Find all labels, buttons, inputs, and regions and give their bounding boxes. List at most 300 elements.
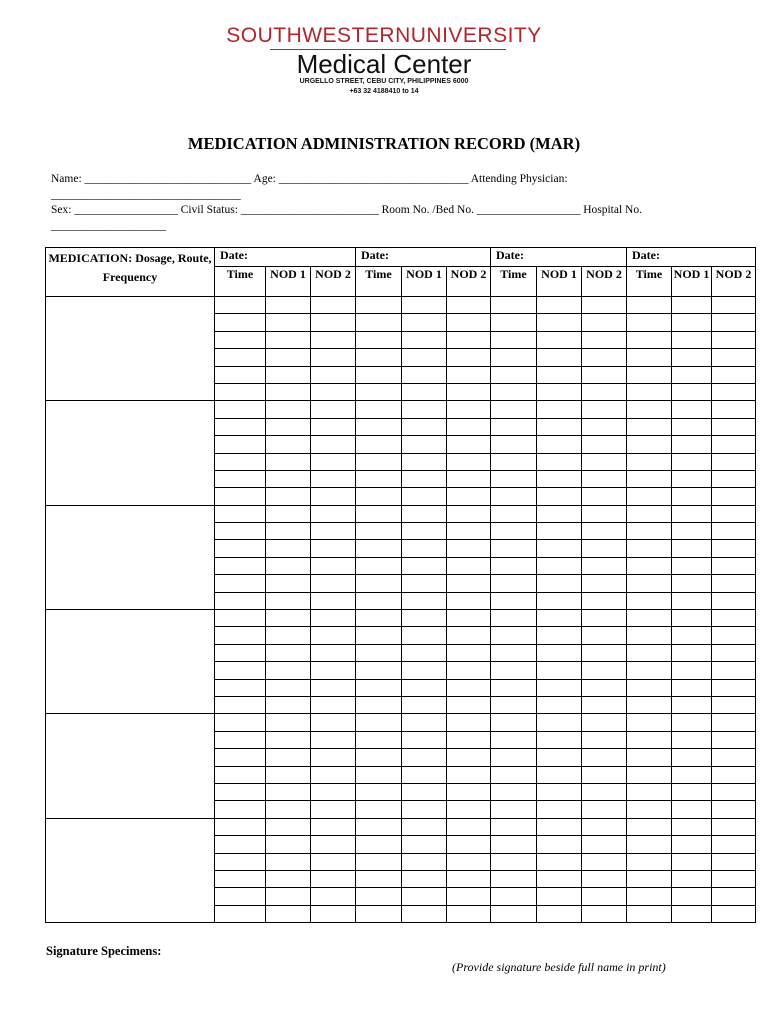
time-cell[interactable] [356,470,402,487]
patient-info-line-1[interactable]: Name: _____________________________ Age: _________________________________ Attending Physician: [51,173,568,185]
time-cell[interactable] [491,749,537,766]
nod2-cell[interactable] [311,540,356,557]
time-cell[interactable] [491,610,537,627]
nod2-cell[interactable] [311,679,356,696]
nod2-cell[interactable] [447,905,491,922]
nod1-cell[interactable] [266,610,311,627]
time-cell[interactable] [491,644,537,661]
time-cell[interactable] [627,331,672,348]
time-cell[interactable] [627,488,672,505]
nod2-cell[interactable] [311,436,356,453]
time-cell[interactable] [627,610,672,627]
time-cell[interactable] [627,383,672,400]
nod2-cell[interactable] [311,731,356,748]
nod2-cell[interactable] [712,436,756,453]
nod2-cell[interactable] [582,836,627,853]
nod2-cell[interactable] [582,749,627,766]
medication-entry-cell[interactable] [46,297,215,401]
nod1-cell[interactable] [672,853,712,870]
time-cell[interactable] [215,714,266,731]
nod1-cell[interactable] [672,592,712,609]
nod2-cell[interactable] [712,401,756,418]
medication-entry-cell[interactable] [46,818,215,922]
time-cell[interactable] [215,627,266,644]
nod2-cell[interactable] [447,870,491,887]
nod2-cell[interactable] [447,783,491,800]
time-cell[interactable] [491,575,537,592]
time-cell[interactable] [215,836,266,853]
nod1-cell[interactable] [266,662,311,679]
nod2-cell[interactable] [311,383,356,400]
nod2-cell[interactable] [311,488,356,505]
nod2-cell[interactable] [311,418,356,435]
patient-info-line-2[interactable]: _________________________________ [51,189,241,201]
time-cell[interactable] [627,401,672,418]
time-cell[interactable] [627,505,672,522]
nod2-cell[interactable] [712,679,756,696]
nod2-cell[interactable] [712,470,756,487]
time-cell[interactable] [491,714,537,731]
nod1-cell[interactable] [672,436,712,453]
nod2-cell[interactable] [712,610,756,627]
nod2-cell[interactable] [447,349,491,366]
nod2-cell[interactable] [582,297,627,314]
nod2-cell[interactable] [311,314,356,331]
nod2-cell[interactable] [447,470,491,487]
time-cell[interactable] [627,644,672,661]
nod1-cell[interactable] [537,888,582,905]
nod2-cell[interactable] [311,592,356,609]
nod1-cell[interactable] [672,383,712,400]
nod1-cell[interactable] [672,731,712,748]
nod2-cell[interactable] [311,470,356,487]
nod1-cell[interactable] [537,836,582,853]
time-cell[interactable] [215,801,266,818]
nod2-cell[interactable] [447,331,491,348]
nod2-cell[interactable] [447,540,491,557]
nod2-cell[interactable] [582,557,627,574]
nod1-cell[interactable] [266,731,311,748]
nod2-cell[interactable] [311,905,356,922]
nod1-cell[interactable] [672,331,712,348]
nod1-cell[interactable] [537,610,582,627]
nod2-cell[interactable] [582,418,627,435]
nod1-cell[interactable] [537,488,582,505]
time-cell[interactable] [215,557,266,574]
nod1-cell[interactable] [266,801,311,818]
time-cell[interactable] [627,888,672,905]
nod1-cell[interactable] [537,749,582,766]
time-cell[interactable] [627,470,672,487]
nod1-cell[interactable] [266,418,311,435]
nod1-cell[interactable] [266,470,311,487]
time-cell[interactable] [491,801,537,818]
nod1-cell[interactable] [537,557,582,574]
nod1-cell[interactable] [402,488,447,505]
nod2-cell[interactable] [447,297,491,314]
nod2-cell[interactable] [582,401,627,418]
nod2-cell[interactable] [582,644,627,661]
nod1-cell[interactable] [402,714,447,731]
time-cell[interactable] [627,314,672,331]
nod1-cell[interactable] [402,627,447,644]
nod1-cell[interactable] [402,766,447,783]
time-cell[interactable] [491,470,537,487]
nod1-cell[interactable] [402,679,447,696]
nod2-cell[interactable] [311,644,356,661]
nod1-cell[interactable] [672,540,712,557]
nod1-cell[interactable] [266,749,311,766]
nod1-cell[interactable] [402,888,447,905]
time-cell[interactable] [356,731,402,748]
medication-entry-cell[interactable] [46,401,215,505]
nod1-cell[interactable] [402,540,447,557]
nod2-cell[interactable] [712,731,756,748]
nod1-cell[interactable] [537,818,582,835]
nod1-cell[interactable] [537,592,582,609]
time-cell[interactable] [491,349,537,366]
nod2-cell[interactable] [582,853,627,870]
nod1-cell[interactable] [402,436,447,453]
nod2-cell[interactable] [712,349,756,366]
nod1-cell[interactable] [402,610,447,627]
time-cell[interactable] [627,662,672,679]
nod1-cell[interactable] [672,662,712,679]
time-cell[interactable] [491,418,537,435]
nod2-cell[interactable] [311,853,356,870]
nod2-cell[interactable] [447,505,491,522]
nod2-cell[interactable] [311,331,356,348]
nod2-cell[interactable] [447,801,491,818]
nod1-cell[interactable] [672,714,712,731]
time-cell[interactable] [627,366,672,383]
nod1-cell[interactable] [537,905,582,922]
nod2-cell[interactable] [447,436,491,453]
nod1-cell[interactable] [672,888,712,905]
time-cell[interactable] [356,401,402,418]
time-cell[interactable] [491,679,537,696]
nod2-cell[interactable] [447,749,491,766]
nod1-cell[interactable] [537,679,582,696]
nod2-cell[interactable] [447,575,491,592]
time-cell[interactable] [215,297,266,314]
time-cell[interactable] [627,540,672,557]
nod2-cell[interactable] [311,870,356,887]
time-cell[interactable] [356,749,402,766]
patient-info-line-3[interactable]: Sex: __________________ Civil Status: ________________________ Room No. /Bed No. __________________ Hospital No. [51,204,642,216]
time-cell[interactable] [356,853,402,870]
time-cell[interactable] [356,644,402,661]
nod2-cell[interactable] [311,836,356,853]
nod1-cell[interactable] [672,644,712,661]
nod1-cell[interactable] [402,453,447,470]
nod2-cell[interactable] [582,453,627,470]
nod2-cell[interactable] [311,783,356,800]
nod2-cell[interactable] [582,818,627,835]
nod1-cell[interactable] [266,905,311,922]
nod1-cell[interactable] [266,644,311,661]
nod2-cell[interactable] [712,818,756,835]
time-cell[interactable] [491,818,537,835]
time-cell[interactable] [491,853,537,870]
nod2-cell[interactable] [712,575,756,592]
nod1-cell[interactable] [672,575,712,592]
nod2-cell[interactable] [712,557,756,574]
nod1-cell[interactable] [537,696,582,713]
nod2-cell[interactable] [582,314,627,331]
nod1-cell[interactable] [266,783,311,800]
time-cell[interactable] [215,662,266,679]
nod2-cell[interactable] [447,888,491,905]
nod1-cell[interactable] [672,349,712,366]
nod2-cell[interactable] [582,662,627,679]
nod2-cell[interactable] [582,488,627,505]
nod1-cell[interactable] [537,505,582,522]
nod2-cell[interactable] [311,749,356,766]
nod2-cell[interactable] [311,888,356,905]
nod1-cell[interactable] [672,696,712,713]
time-cell[interactable] [627,592,672,609]
nod1-cell[interactable] [266,297,311,314]
time-cell[interactable] [627,731,672,748]
time-cell[interactable] [491,783,537,800]
nod2-cell[interactable] [712,383,756,400]
time-cell[interactable] [215,905,266,922]
nod2-cell[interactable] [447,453,491,470]
time-cell[interactable] [491,366,537,383]
nod2-cell[interactable] [712,644,756,661]
nod1-cell[interactable] [266,870,311,887]
time-cell[interactable] [627,349,672,366]
nod2-cell[interactable] [311,505,356,522]
time-cell[interactable] [491,401,537,418]
time-cell[interactable] [491,592,537,609]
nod1-cell[interactable] [266,436,311,453]
time-cell[interactable] [215,418,266,435]
time-cell[interactable] [627,766,672,783]
nod1-cell[interactable] [537,575,582,592]
time-cell[interactable] [491,453,537,470]
nod2-cell[interactable] [712,888,756,905]
nod2-cell[interactable] [447,314,491,331]
nod2-cell[interactable] [582,766,627,783]
time-cell[interactable] [627,523,672,540]
time-cell[interactable] [215,644,266,661]
nod1-cell[interactable] [402,523,447,540]
nod1-cell[interactable] [672,679,712,696]
nod1-cell[interactable] [672,870,712,887]
time-cell[interactable] [215,679,266,696]
date-header[interactable]: Date: [356,248,491,267]
medication-entry-cell[interactable] [46,714,215,818]
nod1-cell[interactable] [402,575,447,592]
time-cell[interactable] [356,366,402,383]
date-header[interactable]: Date: [215,248,356,267]
nod1-cell[interactable] [266,488,311,505]
time-cell[interactable] [215,314,266,331]
nod1-cell[interactable] [672,766,712,783]
nod2-cell[interactable] [712,853,756,870]
nod2-cell[interactable] [447,696,491,713]
nod2-cell[interactable] [447,731,491,748]
nod2-cell[interactable] [311,801,356,818]
time-cell[interactable] [491,662,537,679]
nod1-cell[interactable] [402,366,447,383]
nod2-cell[interactable] [447,627,491,644]
nod1-cell[interactable] [266,592,311,609]
nod2-cell[interactable] [712,749,756,766]
nod1-cell[interactable] [266,627,311,644]
nod1-cell[interactable] [537,644,582,661]
time-cell[interactable] [356,714,402,731]
nod1-cell[interactable] [537,436,582,453]
nod2-cell[interactable] [712,714,756,731]
nod1-cell[interactable] [537,662,582,679]
nod1-cell[interactable] [402,383,447,400]
nod1-cell[interactable] [537,453,582,470]
nod1-cell[interactable] [402,662,447,679]
nod2-cell[interactable] [712,592,756,609]
nod2-cell[interactable] [311,523,356,540]
nod1-cell[interactable] [537,366,582,383]
nod1-cell[interactable] [402,696,447,713]
nod2-cell[interactable] [311,366,356,383]
time-cell[interactable] [215,349,266,366]
time-cell[interactable] [491,836,537,853]
nod2-cell[interactable] [447,766,491,783]
time-cell[interactable] [627,297,672,314]
nod2-cell[interactable] [582,731,627,748]
time-cell[interactable] [215,888,266,905]
time-cell[interactable] [215,540,266,557]
time-cell[interactable] [491,888,537,905]
time-cell[interactable] [627,453,672,470]
nod1-cell[interactable] [672,418,712,435]
nod1-cell[interactable] [672,366,712,383]
time-cell[interactable] [356,662,402,679]
nod2-cell[interactable] [582,783,627,800]
time-cell[interactable] [627,575,672,592]
nod2-cell[interactable] [712,523,756,540]
date-header[interactable]: Date: [627,248,756,267]
time-cell[interactable] [627,905,672,922]
time-cell[interactable] [627,557,672,574]
nod2-cell[interactable] [447,714,491,731]
nod2-cell[interactable] [582,696,627,713]
time-cell[interactable] [491,905,537,922]
nod2-cell[interactable] [311,349,356,366]
nod2-cell[interactable] [447,366,491,383]
time-cell[interactable] [356,523,402,540]
nod1-cell[interactable] [402,470,447,487]
time-cell[interactable] [215,766,266,783]
time-cell[interactable] [215,383,266,400]
nod1-cell[interactable] [672,314,712,331]
time-cell[interactable] [215,488,266,505]
nod1-cell[interactable] [537,297,582,314]
time-cell[interactable] [356,610,402,627]
time-cell[interactable] [627,436,672,453]
nod1-cell[interactable] [537,870,582,887]
nod2-cell[interactable] [582,540,627,557]
time-cell[interactable] [356,418,402,435]
time-cell[interactable] [215,331,266,348]
nod1-cell[interactable] [266,714,311,731]
time-cell[interactable] [215,783,266,800]
time-cell[interactable] [356,505,402,522]
nod1-cell[interactable] [402,297,447,314]
nod2-cell[interactable] [447,592,491,609]
time-cell[interactable] [491,488,537,505]
nod1-cell[interactable] [537,783,582,800]
time-cell[interactable] [215,575,266,592]
nod1-cell[interactable] [402,349,447,366]
time-cell[interactable] [356,383,402,400]
time-cell[interactable] [491,505,537,522]
nod2-cell[interactable] [447,401,491,418]
nod1-cell[interactable] [537,714,582,731]
nod1-cell[interactable] [402,749,447,766]
nod2-cell[interactable] [582,523,627,540]
nod2-cell[interactable] [582,627,627,644]
nod2-cell[interactable] [447,836,491,853]
nod2-cell[interactable] [712,540,756,557]
nod1-cell[interactable] [537,766,582,783]
nod2-cell[interactable] [712,314,756,331]
nod2-cell[interactable] [311,696,356,713]
nod1-cell[interactable] [402,853,447,870]
nod1-cell[interactable] [672,297,712,314]
time-cell[interactable] [627,783,672,800]
nod2-cell[interactable] [447,818,491,835]
nod2-cell[interactable] [447,383,491,400]
time-cell[interactable] [627,696,672,713]
time-cell[interactable] [491,540,537,557]
time-cell[interactable] [215,818,266,835]
nod1-cell[interactable] [672,470,712,487]
nod1-cell[interactable] [402,557,447,574]
nod1-cell[interactable] [537,349,582,366]
time-cell[interactable] [491,731,537,748]
nod1-cell[interactable] [266,314,311,331]
nod2-cell[interactable] [447,644,491,661]
time-cell[interactable] [491,297,537,314]
nod2-cell[interactable] [712,418,756,435]
nod1-cell[interactable] [402,783,447,800]
nod1-cell[interactable] [266,331,311,348]
nod1-cell[interactable] [672,523,712,540]
nod2-cell[interactable] [582,592,627,609]
nod1-cell[interactable] [672,905,712,922]
time-cell[interactable] [356,331,402,348]
nod2-cell[interactable] [311,557,356,574]
time-cell[interactable] [356,453,402,470]
time-cell[interactable] [627,418,672,435]
nod1-cell[interactable] [672,783,712,800]
nod1-cell[interactable] [402,401,447,418]
time-cell[interactable] [215,436,266,453]
nod2-cell[interactable] [712,331,756,348]
time-cell[interactable] [356,818,402,835]
nod1-cell[interactable] [672,557,712,574]
nod1-cell[interactable] [266,696,311,713]
time-cell[interactable] [356,696,402,713]
nod1-cell[interactable] [672,610,712,627]
nod2-cell[interactable] [582,331,627,348]
time-cell[interactable] [356,592,402,609]
nod2-cell[interactable] [582,383,627,400]
time-cell[interactable] [356,783,402,800]
